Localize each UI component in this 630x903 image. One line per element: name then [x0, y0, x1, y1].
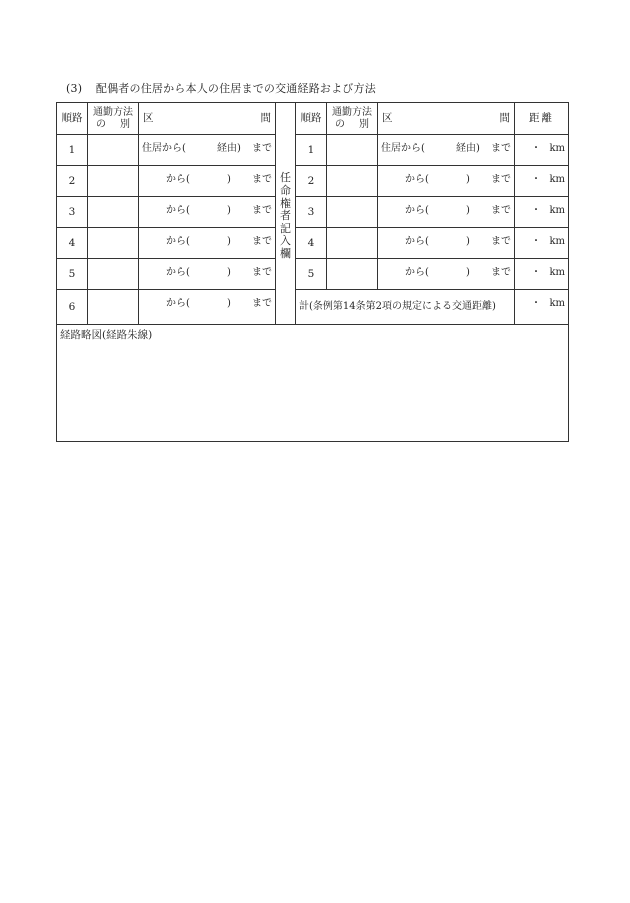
appointer-char: 任	[280, 171, 291, 185]
from-text: から(	[405, 205, 429, 216]
close-paren: )	[227, 236, 231, 247]
route-row	[57, 290, 569, 325]
from-text: から(	[405, 174, 429, 185]
decimal-dot: ・	[531, 205, 541, 216]
section-header-kan: 間	[260, 112, 271, 125]
from-text: から(	[166, 236, 190, 247]
until-text: まで	[491, 174, 511, 185]
method-field-right[interactable]	[327, 166, 378, 197]
close-paren: )	[227, 205, 231, 216]
method-header-line1: 通勤方法	[93, 107, 133, 118]
total-distance-label: 計(条例第14条第2項の規定による交通距離)	[296, 290, 515, 325]
order-cell-right: 4	[296, 228, 327, 259]
section-field-right[interactable]	[378, 197, 515, 228]
order-cell-right: 1	[296, 135, 327, 166]
decimal-dot: ・	[531, 298, 541, 309]
from-text: から(	[405, 267, 429, 278]
appointer-char: 権	[280, 196, 291, 210]
appointer-char: 命	[280, 183, 291, 197]
km-unit: km	[549, 267, 565, 278]
section-field[interactable]	[139, 197, 276, 228]
route-map-row	[57, 325, 569, 442]
method-field-right[interactable]	[327, 228, 378, 259]
from-text: から(	[166, 267, 190, 278]
method-header-betsu: 別	[120, 118, 130, 130]
method-field[interactable]	[88, 228, 139, 259]
from-residence-text: 住居から(	[381, 143, 425, 154]
until-text: まで	[252, 298, 272, 309]
section-field[interactable]	[139, 290, 276, 325]
section-field[interactable]	[139, 135, 276, 166]
order-cell: 2	[57, 166, 88, 197]
method-field[interactable]	[88, 135, 139, 166]
km-unit: km	[549, 298, 565, 309]
method-field-right[interactable]	[327, 259, 378, 290]
method-field[interactable]	[88, 290, 139, 325]
close-paren: )	[227, 174, 231, 185]
distance-field[interactable]	[515, 259, 569, 290]
close-paren: )	[466, 205, 470, 216]
route-row	[57, 228, 569, 259]
via-text: 経由)	[456, 143, 480, 154]
distance-field[interactable]	[515, 197, 569, 228]
close-paren: )	[227, 298, 231, 309]
order-cell-right: 5	[296, 259, 327, 290]
header-row	[57, 103, 569, 135]
from-text: から(	[166, 205, 190, 216]
method-field-right[interactable]	[327, 197, 378, 228]
section-field[interactable]	[139, 166, 276, 197]
section-field-right[interactable]	[378, 259, 515, 290]
route-row	[57, 259, 569, 290]
close-paren: )	[227, 267, 231, 278]
distance-field[interactable]	[515, 228, 569, 259]
total-distance-field[interactable]	[515, 290, 569, 325]
distance-field[interactable]	[515, 166, 569, 197]
until-text: まで	[491, 205, 511, 216]
section-header-ku: 区	[143, 112, 154, 125]
until-text: まで	[252, 143, 272, 154]
from-text: から(	[166, 174, 190, 185]
until-text: まで	[491, 236, 511, 247]
order-cell: 6	[57, 290, 88, 325]
decimal-dot: ・	[531, 236, 541, 247]
order-cell-right: 3	[296, 197, 327, 228]
order-header-right: 順路	[296, 103, 327, 135]
until-text: まで	[252, 236, 272, 247]
order-cell: 5	[57, 259, 88, 290]
from-residence-text: 住居から(	[142, 143, 186, 154]
km-unit: km	[549, 174, 565, 185]
section-field-right[interactable]	[378, 228, 515, 259]
section-field[interactable]	[139, 259, 276, 290]
km-unit: km	[549, 236, 565, 247]
method-header-right	[327, 103, 378, 135]
until-text: まで	[491, 143, 511, 154]
commute-route-table	[56, 102, 569, 442]
section-number: (3)	[66, 82, 83, 95]
order-cell: 1	[57, 135, 88, 166]
route-map-field[interactable]	[57, 325, 569, 442]
section-field-right[interactable]	[378, 166, 515, 197]
until-text: まで	[252, 174, 272, 185]
km-unit: km	[549, 205, 565, 216]
appointer-char: 欄	[280, 247, 291, 261]
section-field-right[interactable]	[378, 135, 515, 166]
section-header	[139, 103, 276, 135]
order-cell: 3	[57, 197, 88, 228]
method-field[interactable]	[88, 166, 139, 197]
method-header-betsu: 別	[359, 118, 369, 130]
until-text: まで	[491, 267, 511, 278]
close-paren: )	[466, 236, 470, 247]
appointer-entry-column	[276, 103, 296, 325]
distance-field[interactable]	[515, 135, 569, 166]
from-text: から(	[405, 236, 429, 247]
route-row	[57, 166, 569, 197]
section-title: 配偶者の住居から本人の住居までの交通経路および方法	[95, 82, 376, 95]
method-header-no: の	[335, 118, 345, 130]
method-field[interactable]	[88, 197, 139, 228]
section-header-ku: 区	[382, 112, 393, 125]
close-paren: )	[466, 174, 470, 185]
section-field[interactable]	[139, 228, 276, 259]
order-header: 順路	[57, 103, 88, 135]
until-text: まで	[252, 205, 272, 216]
method-field[interactable]	[88, 259, 139, 290]
method-field-right[interactable]	[327, 135, 378, 166]
order-cell: 4	[57, 228, 88, 259]
until-text: まで	[252, 267, 272, 278]
appointer-char: 者	[280, 209, 291, 223]
method-header-no: の	[96, 118, 106, 130]
from-text: から(	[166, 298, 190, 309]
section-heading	[66, 80, 376, 96]
route-map-label: 経路略図(経路朱線)	[60, 329, 153, 341]
via-text: 経由)	[217, 143, 241, 154]
close-paren: )	[466, 267, 470, 278]
section-header-right	[378, 103, 515, 135]
decimal-dot: ・	[531, 174, 541, 185]
method-header-line1: 通勤方法	[332, 107, 372, 118]
decimal-dot: ・	[531, 143, 541, 154]
appointer-char: 記	[280, 221, 291, 235]
km-unit: km	[549, 143, 565, 154]
route-row	[57, 135, 569, 166]
distance-header: 距離	[515, 103, 569, 135]
appointer-char: 入	[280, 234, 291, 248]
decimal-dot: ・	[531, 267, 541, 278]
method-header	[88, 103, 139, 135]
route-row	[57, 197, 569, 228]
section-header-kan: 間	[499, 112, 510, 125]
order-cell-right: 2	[296, 166, 327, 197]
